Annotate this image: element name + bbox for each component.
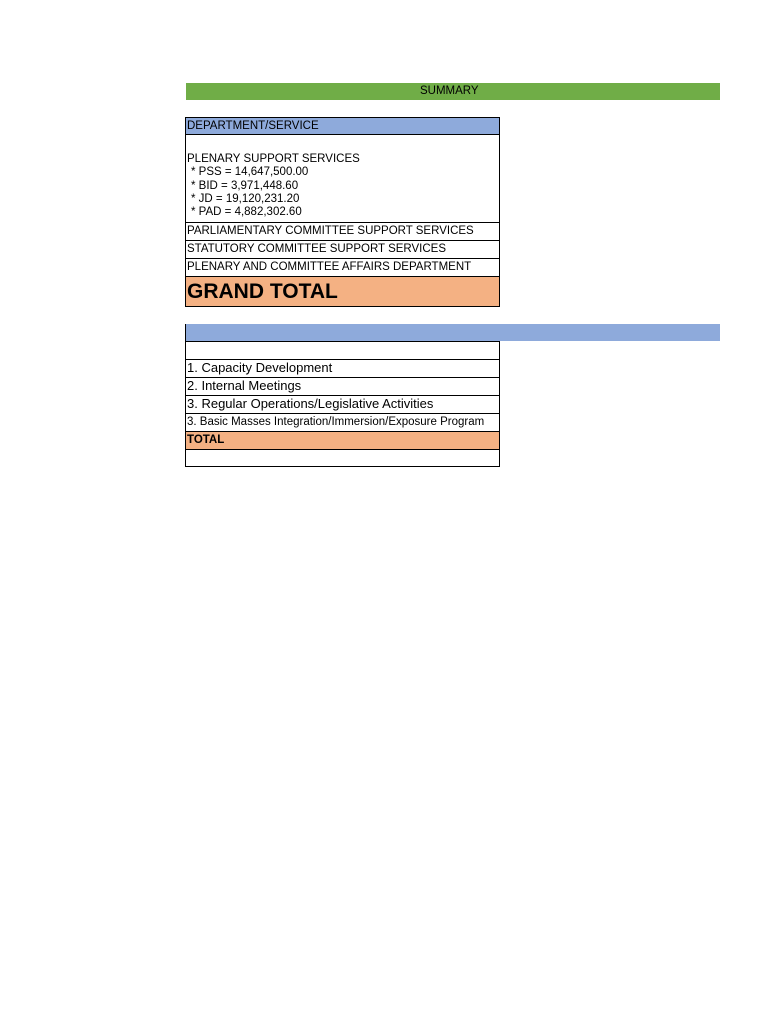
- activities-header-left-border: [185, 324, 186, 342]
- table-row-regular-operations[interactable]: 3. Regular Operations/Legislative Activities: [185, 395, 500, 414]
- activities-total-row[interactable]: TOTAL: [185, 431, 500, 450]
- activities-empty-row[interactable]: [185, 341, 500, 360]
- plenary-support-services-cell[interactable]: [185, 134, 500, 223]
- plenary-item-pss: * PSS = 14,647,500.00: [191, 166, 309, 179]
- table-row-statutory-committee[interactable]: STATUTORY COMMITTEE SUPPORT SERVICES: [185, 240, 500, 259]
- plenary-title: PLENARY SUPPORT SERVICES: [187, 153, 360, 165]
- summary-header-bar: [186, 83, 720, 100]
- table-row-internal-meetings[interactable]: 2. Internal Meetings: [185, 377, 500, 396]
- plenary-item-pad: * PAD = 4,882,302.60: [191, 206, 302, 219]
- plenary-item-jd: * JD = 19,120,231.20: [191, 192, 300, 205]
- table-row-parliamentary-committee[interactable]: PARLIAMENTARY COMMITTEE SUPPORT SERVICES: [185, 222, 500, 241]
- activities-empty-row-bottom[interactable]: [185, 449, 500, 467]
- department-service-header[interactable]: DEPARTMENT/SERVICE: [185, 117, 500, 135]
- table-row-basic-masses-integration[interactable]: 3. Basic Masses Integration/Immersion/Exposure Program: [185, 413, 500, 432]
- activities-header-bar: [186, 324, 720, 341]
- grand-total-row[interactable]: GRAND TOTAL: [185, 276, 500, 307]
- plenary-item-bid: * BID = 3,971,448.60: [191, 179, 299, 192]
- table-row-plenary-committee-affairs[interactable]: PLENARY AND COMMITTEE AFFAIRS DEPARTMENT: [185, 258, 500, 277]
- table-row-capacity-development[interactable]: 1. Capacity Development: [185, 359, 500, 378]
- summary-title: SUMMARY: [420, 85, 479, 97]
